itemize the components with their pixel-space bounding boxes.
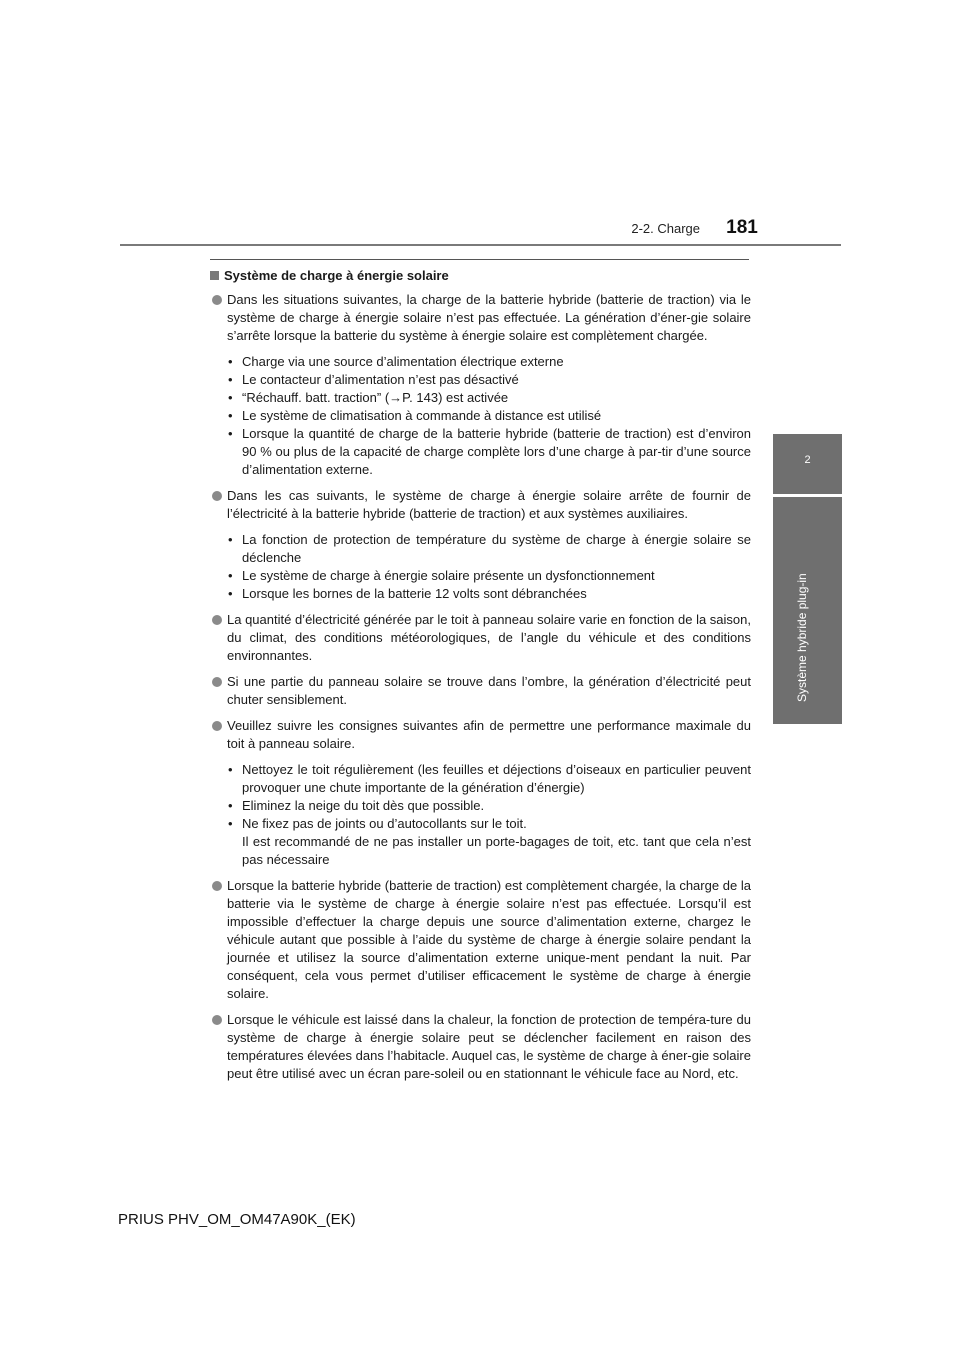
section-title: [210, 267, 751, 285]
sub-list-item: [227, 531, 751, 567]
bullet-circle-icon: [212, 881, 222, 891]
bullet-dot-icon: •: [228, 408, 233, 423]
sub-list-text: La fonction de protection de température du système de charge à énergie solaire se déclenche: [242, 532, 751, 565]
sub-list-item: [227, 585, 751, 603]
bullet-dot-icon: •: [228, 532, 233, 547]
bullet-paragraph: [210, 717, 751, 753]
square-icon: [210, 271, 219, 280]
bullet-text: Lorsque la batterie hybride (batterie de traction) est complètement chargée, la charge de la batterie via le système de charge à énergie solaire n’est pas effectuée. Lorsqu’il est impossible d’effectuer la charge depuis une source d’alimentation externe, chargez le véhicule autant que possible à l’aide du système de charge à énergie solaire pendant la journée et utilisez la source d’alimentation externe unique-ment pendant la nuit. Par conséquent, cela vous permet d’utiliser efficacement le système de charge à énergie solaire.: [227, 878, 751, 1001]
bullet-dot-icon: •: [228, 586, 233, 601]
sub-list-item: [227, 371, 751, 389]
bullet-dot-icon: •: [228, 390, 233, 405]
bullet-dot-icon: •: [228, 798, 233, 813]
bullet-text: Veuillez suivre les consignes suivantes afin de permettre une performance maximale du toit à panneau solaire.: [227, 718, 751, 751]
bullet-text: La quantité d’électricité générée par le toit à panneau solaire varie en fonction de la saison, du climat, des conditions météorologiques, de l’angle du véhicule et des conditions environnantes.: [227, 612, 751, 663]
bullet-text: Lorsque le véhicule est laissé dans la chaleur, la fonction de protection de tempéra-ture du système de charge à énergie solaire peut se déclencher facilement en raison des températures élevées dans l’habitacle. Auquel cas, le système de charge à éner-gie solaire peut être utilisé avec un écran pare-soleil ou en stationnant le véhicule face au Nord, etc.: [227, 1012, 751, 1081]
sub-list-text: Charge via une source d’alimentation électrique externe: [242, 354, 564, 369]
sub-list-text: Le système de climatisation à commande à distance est utilisé: [242, 408, 602, 423]
chapter-number: 2: [804, 454, 811, 466]
sub-list-text: Le contacteur d’alimentation n’est pas désactivé: [242, 372, 519, 387]
sub-list: [210, 761, 751, 869]
bullet-dot-icon: •: [228, 354, 233, 369]
bullet-dot-icon: •: [228, 816, 233, 831]
sub-list-item: [227, 761, 751, 797]
sub-list-note: Il est recommandé de ne pas installer un porte-bagages de toit, etc. tant que cela n’est pas nécessaire: [242, 834, 751, 867]
sub-list-text: Lorsque la quantité de charge de la batterie hybride (batterie de traction) est d’environ 90 % ou plus de la capacité de charge complète lors d’une charge à par-tir d’une source d’alimentation externe.: [242, 426, 751, 477]
sub-list-item: [227, 815, 751, 833]
bullet-paragraph: [210, 877, 751, 1003]
sub-list-text: “Réchauff. batt. traction” (→P. 143) est activée: [242, 390, 509, 405]
bullet-paragraph: [210, 291, 751, 345]
sub-list: [210, 353, 751, 479]
sub-list-item: [227, 567, 751, 585]
header-section: 2-2. Charge: [631, 221, 700, 236]
bullet-paragraph: [210, 487, 751, 523]
bullet-dot-icon: •: [228, 762, 233, 777]
bullet-circle-icon: [212, 721, 222, 731]
header-rule: [120, 244, 841, 246]
bullet-text: Dans les cas suivants, le système de charge à énergie solaire arrête de fournir de l’électricité à la batterie hybride (batterie de traction) et aux systèmes auxiliaires.: [227, 488, 751, 521]
bullet-dot-icon: •: [228, 372, 233, 387]
bullet-paragraph: [210, 673, 751, 709]
sub-list-text: Ne fixez pas de joints ou d’autocollants sur le toit.: [242, 816, 527, 831]
bullet-circle-icon: [212, 1015, 222, 1025]
sub-list-item: [227, 797, 751, 815]
chapter-label: Système hybride plug-in: [795, 573, 809, 702]
bullet-dot-icon: •: [228, 568, 233, 583]
sub-list-text: Le système de charge à énergie solaire présente un dysfonctionnement: [242, 568, 655, 583]
sub-list-item: [227, 425, 751, 479]
bullet-paragraph: [210, 1011, 751, 1083]
sub-list-text: Nettoyez le toit régulièrement (les feuilles et déjections d’oiseaux en particulier peuvent provoquer une chute importante de la génération d’énergie): [242, 762, 751, 795]
sub-list-item: [227, 389, 751, 407]
bullet-dot-icon: •: [228, 426, 233, 441]
bullet-paragraph: [210, 611, 751, 665]
bullet-circle-icon: [212, 677, 222, 687]
bullet-text: Si une partie du panneau solaire se trouve dans l’ombre, la génération d’électricité peut chuter sensiblement.: [227, 674, 751, 707]
bullet-circle-icon: [212, 615, 222, 625]
bullet-text: Dans les situations suivantes, la charge de la batterie hybride (batterie de traction) via le système de charge à énergie solaire n’est pas effectuée. La génération d’éner-gie solaire s’arrête lorsque la batterie du système à énergie solaire est complètement chargée.: [227, 292, 751, 343]
sub-list-item: [227, 353, 751, 371]
section-title-text: Système de charge à énergie solaire: [224, 268, 449, 283]
document-footer: PRIUS PHV_OM_OM47A90K_(EK): [118, 1211, 356, 1228]
sub-list-item: [227, 407, 751, 425]
bullet-circle-icon: [212, 295, 222, 305]
page-content: [210, 267, 751, 1091]
page-number: 181: [726, 217, 758, 238]
bullet-list: [210, 291, 751, 1083]
sub-list-text: Lorsque les bornes de la batterie 12 volts sont débranchées: [242, 586, 587, 601]
sub-list: [210, 531, 751, 603]
content-top-rule: [210, 259, 749, 260]
sub-list-text: Eliminez la neige du toit dès que possible.: [242, 798, 485, 813]
bullet-circle-icon: [212, 491, 222, 501]
